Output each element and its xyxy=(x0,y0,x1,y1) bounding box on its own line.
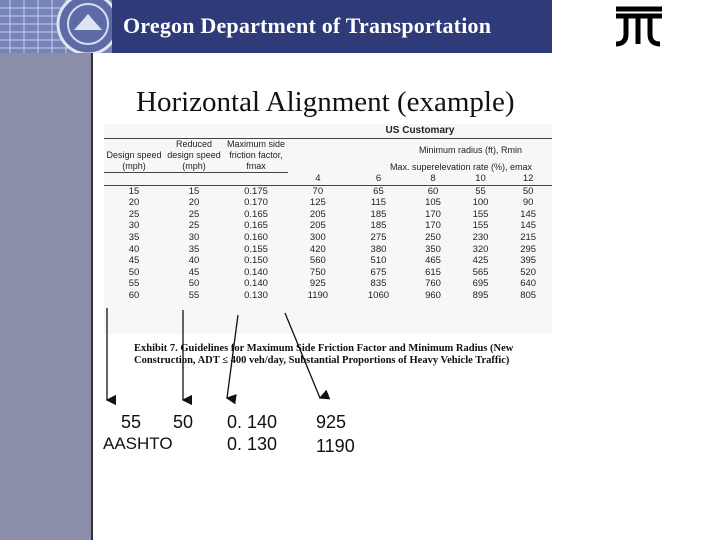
emax-header: 10 xyxy=(475,172,486,184)
table-cell: 30 xyxy=(128,220,140,232)
table-cell: 640 xyxy=(520,278,537,290)
table-cell: 320 xyxy=(472,243,489,255)
arrow-radius xyxy=(285,313,320,398)
annotation-reduced-speed: 50 xyxy=(173,412,194,432)
table-cell: 100 xyxy=(472,197,489,209)
table-cell: 145 xyxy=(520,208,537,220)
table-cell: 65 xyxy=(373,185,384,197)
group-header-min-radius: Minimum radius (ft), Rmin xyxy=(418,144,522,155)
table-cell: 750 xyxy=(309,266,326,278)
table-cell: 20 xyxy=(128,197,140,209)
annotation-design-speed: 55 xyxy=(121,412,142,432)
table-cell: 0.140 xyxy=(244,266,268,278)
annotation-friction-b: 0. 130 xyxy=(227,434,278,454)
table-cell: 0.160 xyxy=(244,231,268,243)
table-cell: 510 xyxy=(370,255,387,267)
annotation-source: AASHTO xyxy=(103,434,173,453)
table-cell: 45 xyxy=(128,255,140,267)
table-cell: 45 xyxy=(188,266,200,278)
table-cell: 105 xyxy=(425,197,441,209)
table-cell: 155 xyxy=(472,220,489,232)
table-cell: 425 xyxy=(472,255,489,267)
table-cell: 675 xyxy=(370,266,387,278)
table-cell: 565 xyxy=(472,266,489,278)
table-cell: 60 xyxy=(128,289,140,301)
table-cell: 125 xyxy=(309,197,326,209)
table-cell: 300 xyxy=(309,231,326,243)
table-cell: 420 xyxy=(309,243,326,255)
table-cell: 205 xyxy=(309,220,326,232)
table-cell: 0.165 xyxy=(244,208,268,220)
table-cell: 215 xyxy=(520,231,537,243)
table-cell: 170 xyxy=(425,220,441,232)
annotation-radius-b: 1190 xyxy=(316,436,355,456)
table-cell: 55 xyxy=(128,278,140,290)
table-cell: 50 xyxy=(128,266,140,278)
table-cell: 115 xyxy=(370,197,387,209)
annotation-friction-a: 0. 140 xyxy=(227,412,278,432)
table-cell: 380 xyxy=(370,243,387,255)
table-cell: 0.165 xyxy=(244,220,268,232)
table-cell: 760 xyxy=(425,278,441,290)
table-cell: 835 xyxy=(370,278,387,290)
table-cell: 925 xyxy=(309,278,326,290)
arrow-friction xyxy=(227,315,238,398)
slide-title: Horizontal Alignment (example) xyxy=(136,86,515,118)
table-cell: 350 xyxy=(425,243,441,255)
table-cell: 0.170 xyxy=(244,197,268,209)
table-section-title: US Customary xyxy=(288,124,552,139)
exhibit-caption: Exhibit 7. Guidelines for Maximum Side Friction Factor and Minimum Radius (New Construction, ADT ≤ 400 veh/day, Substantial Proportions of Heavy Vehicle Traffic) xyxy=(134,343,514,366)
table-cell: 40 xyxy=(128,243,140,255)
col-header-design-speed: Design speed (mph) xyxy=(104,139,164,173)
table-cell: 0.130 xyxy=(244,289,268,301)
table-cell: 615 xyxy=(425,266,441,278)
table-cell: 0.155 xyxy=(244,243,268,255)
table-cell: 1190 xyxy=(307,289,329,301)
emax-header: 6 xyxy=(375,172,382,184)
annotation-radius-a: 925 xyxy=(316,412,347,432)
group-header-max-super: Max. superelevation rate (%), emax xyxy=(389,161,532,172)
table-cell: 205 xyxy=(309,208,326,220)
table-cell: 25 xyxy=(188,220,200,232)
table-cell: 395 xyxy=(520,255,537,267)
col-header-max-friction: Maximum side friction factor, fmax xyxy=(224,139,288,173)
table-cell: 0.150 xyxy=(244,255,268,267)
table-cell: 250 xyxy=(425,231,441,243)
table-cell: 60 xyxy=(427,185,439,197)
table-cell: 0.175 xyxy=(244,185,268,197)
table-cell: 30 xyxy=(188,231,200,243)
table-cell: 15 xyxy=(188,185,200,197)
table-cell: 960 xyxy=(425,289,441,301)
table-cell: 40 xyxy=(188,255,200,267)
table-cell: 35 xyxy=(128,231,140,243)
table-cell: 560 xyxy=(309,255,326,267)
table-cell: 185 xyxy=(370,208,387,220)
table-cell: 15 xyxy=(128,185,140,197)
emax-header: 12 xyxy=(522,172,534,184)
table-cell: 90 xyxy=(522,197,534,209)
table-cell: 520 xyxy=(520,266,537,278)
table-cell: 895 xyxy=(472,289,489,301)
table-cell: 805 xyxy=(520,289,537,301)
table-cell: 230 xyxy=(472,231,489,243)
emax-header: 8 xyxy=(430,172,436,184)
table-cell: 25 xyxy=(188,208,200,220)
col-header-reduced-speed: Reduced design speed (mph) xyxy=(164,139,224,173)
table-cell: 50 xyxy=(522,185,534,197)
table-cell: 35 xyxy=(188,243,200,255)
table-cell: 55 xyxy=(475,185,486,197)
table-cell: 155 xyxy=(472,208,489,220)
table-cell: 695 xyxy=(472,278,489,290)
table-cell: 20 xyxy=(188,197,200,209)
table-cell: 50 xyxy=(188,278,200,290)
table-cell: 185 xyxy=(370,220,387,232)
table-cell: 25 xyxy=(128,208,140,220)
table-cell: 275 xyxy=(370,231,387,243)
agency-name: Oregon Department of Transportation xyxy=(123,13,492,38)
table-cell: 465 xyxy=(425,255,441,267)
table-cell: 0.140 xyxy=(244,278,268,290)
table-cell: 1060 xyxy=(367,289,390,301)
table-cell: 145 xyxy=(520,220,537,232)
table-cell: 170 xyxy=(425,208,441,220)
table-cell: 70 xyxy=(312,185,324,197)
emax-header: 4 xyxy=(315,172,321,184)
table-cell: 295 xyxy=(520,243,537,255)
table-cell: 55 xyxy=(188,289,200,301)
